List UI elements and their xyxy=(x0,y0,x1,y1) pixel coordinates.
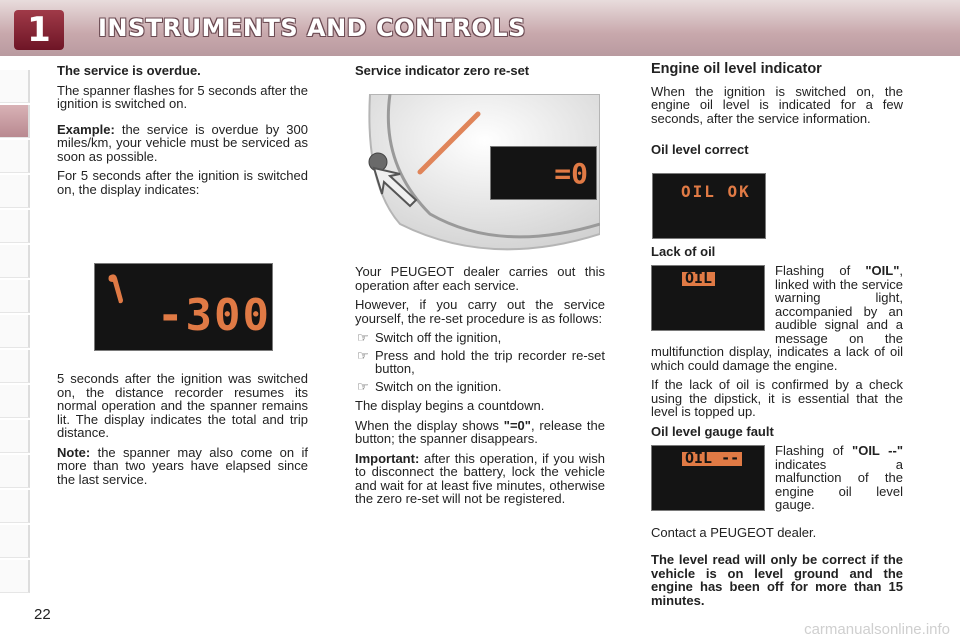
contact-dealer-text: Contact a PEUGEOT dealer. xyxy=(651,524,817,540)
important-label: Important: xyxy=(355,450,420,466)
chapter-tab[interactable] xyxy=(0,175,30,208)
pointing-hand-icon: ☞ xyxy=(357,330,369,345)
chapter-tab[interactable] xyxy=(0,140,30,173)
chapter-tab[interactable] xyxy=(0,280,30,313)
chapter-tabs xyxy=(0,70,30,580)
page-title: INSTRUMENTS AND CONTROLS xyxy=(98,14,526,42)
spanner-icon xyxy=(105,272,127,306)
dealer-text: Your PEUGEOT dealer carries out this operation after each service. xyxy=(355,264,605,293)
page-number: 22 xyxy=(34,606,51,623)
chapter-badge: 1 xyxy=(14,10,64,50)
oil-intro: When the ignition is switched on, the engine oil level is indicated for a few seconds, after the service information. xyxy=(651,83,903,126)
middle-column xyxy=(355,265,605,512)
note-paragraph xyxy=(57,446,308,487)
lack-paragraph: Flashing of "OIL", linked with the service warning light, accompanied by an audible signal and a message on the multifunction display, indicates a lack of oil which could damage the engine. xyxy=(651,263,903,373)
note-label: Note: xyxy=(57,444,91,460)
chapter-tab[interactable] xyxy=(0,490,30,523)
reset-lcd-value: =0 xyxy=(554,157,588,190)
countdown-text: The display begins a countdown. xyxy=(355,398,545,413)
example-text: the service is overdue by 300 miles/km, your vehicle must be serviced as soon as possible. xyxy=(57,121,308,164)
fault-paragraph: Flashing of "OIL --" indicates a malfunction of the engine oil level gauge. xyxy=(775,443,903,512)
gauge-fault-heading: Oil level gauge fault xyxy=(651,423,774,439)
display-intro: For 5 seconds after the ignition is switched on, the display indicates: xyxy=(57,168,308,197)
overdue-lcd-display xyxy=(94,263,273,351)
page-header xyxy=(0,0,960,56)
important-paragraph: Important: after this operation, if you wish to disconnect the battery, lock the vehicle and wait for at least five minutes, otherwise the zero re-set will not be registered. xyxy=(355,450,605,506)
chapter-tab[interactable] xyxy=(0,350,30,383)
step-item: ☞ Press and hold the trip recorder re-set button, xyxy=(357,347,605,376)
middle-heading-wrap xyxy=(355,64,605,84)
note-text: the spanner may also come on if more than two years have elapsed since the last service. xyxy=(57,444,308,487)
example-paragraph xyxy=(57,123,308,164)
step-item: ☞ Switch on the ignition. xyxy=(357,378,502,394)
lack-of-oil-heading: Lack of oil xyxy=(651,244,716,259)
recorder-text: 5 seconds after the ignition was switched on, the distance recorder resumes its normal operation and the spanner remains lit. The display indicates the total and trip distance. xyxy=(57,371,308,440)
dipstick-text: If the lack of oil is confirmed by a check using the dipstick, it is essential that the level is topped up. xyxy=(651,377,903,419)
chapter-tab[interactable] xyxy=(0,70,30,103)
lack-of-oil-section xyxy=(651,264,903,613)
chapter-tab[interactable] xyxy=(0,525,30,558)
procedure-intro: However, if you carry out the service yourself, the re-set procedure is as follows: xyxy=(355,297,605,326)
chapter-tab[interactable] xyxy=(0,560,30,593)
reset-heading: Service indicator zero re-set xyxy=(355,63,530,78)
pointing-hand-icon: ☞ xyxy=(357,378,369,394)
chapter-tab[interactable] xyxy=(0,385,30,418)
reset-lcd-display xyxy=(490,146,597,200)
lack-heading-wrap xyxy=(651,245,903,265)
right-column-top xyxy=(651,63,903,163)
oil-fault-lcd: OIL -- xyxy=(651,445,765,511)
release-paragraph: When the display shows "=0", release the button; the spanner disappears. xyxy=(355,417,605,446)
watermark: carmanualsonline.info xyxy=(804,621,950,638)
level-warning-text: The level read will only be correct if the vehicle is on level ground and the engine has been off for more than 15 minutes. xyxy=(651,552,903,608)
steps-list xyxy=(355,331,605,393)
oil-section-heading: Engine oil level indicator xyxy=(651,61,822,77)
oil-lack-lcd: OIL xyxy=(651,265,765,331)
chapter-tab[interactable] xyxy=(0,315,30,348)
example-label: Example: xyxy=(57,121,115,137)
overdue-heading: The service is overdue. xyxy=(57,63,201,78)
overdue-text: The spanner flashes for 5 seconds after the ignition is switched on. xyxy=(57,82,308,111)
pointing-hand-icon: ☞ xyxy=(357,347,369,363)
left-column xyxy=(57,64,308,202)
oil-ok-lcd: OIL OK xyxy=(652,173,766,239)
oil-correct-heading: Oil level correct xyxy=(651,142,749,157)
chapter-tab-active[interactable] xyxy=(0,105,30,138)
lcd-value: -300 xyxy=(157,290,271,341)
chapter-tab[interactable] xyxy=(0,210,30,243)
chapter-tab[interactable] xyxy=(0,245,30,278)
instrument-panel-figure xyxy=(360,94,600,254)
step-item: ☞ Switch off the ignition, xyxy=(357,330,502,345)
chapter-tab[interactable] xyxy=(0,420,30,453)
left-column-lower xyxy=(57,372,308,492)
chapter-tab[interactable] xyxy=(0,455,30,488)
